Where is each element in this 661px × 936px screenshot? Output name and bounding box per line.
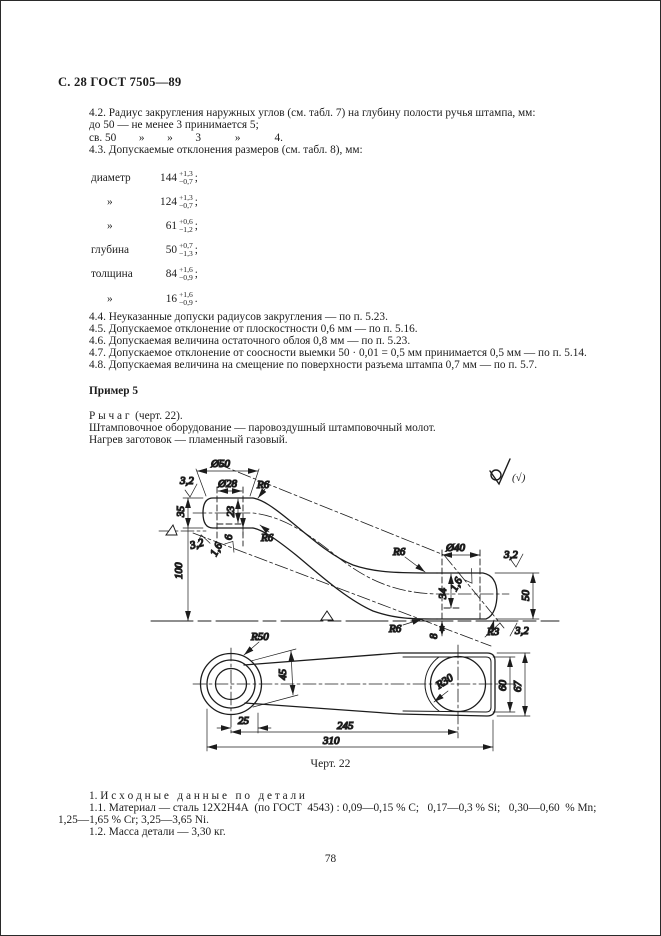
tolerance-tail: .: [194, 292, 198, 305]
roughness-label-32: 3,2: [180, 475, 194, 487]
tolerance-tail: ;: [194, 267, 198, 280]
dim-label-60: 60: [497, 680, 509, 691]
general-roughness-symbol: [490, 459, 526, 484]
para-1-2: 1.2. Масса детали — 3,30 кг.: [89, 826, 226, 838]
dim-label-100: 100: [173, 562, 185, 579]
tolerance-limits: [179, 242, 193, 257]
hidden-hole-lines: [217, 487, 480, 622]
roughness-label-32: 3,2: [504, 549, 518, 561]
lower-limit: −1,3: [179, 248, 193, 258]
radius-label-r6: R6: [393, 546, 406, 558]
dim-label-67: 67: [512, 681, 524, 692]
upper-limit: +1,3: [179, 169, 193, 178]
parting-line-symbol: [321, 611, 333, 620]
arm-bottom-edge: [253, 528, 437, 619]
roughness-label-16: 1,6: [208, 540, 226, 559]
lower-limit: −0,7: [179, 176, 193, 186]
lower-limit: −0,9: [179, 297, 193, 307]
tolerance-row: [91, 194, 198, 212]
dim-label-245: 245: [337, 720, 354, 732]
upper-limit: +0,6: [179, 217, 193, 226]
tolerance-row: [91, 266, 198, 284]
para-4-2-line2: до 50 — не менее 3 принимается 5;: [89, 119, 259, 131]
dim-label-25: 25: [238, 715, 249, 727]
dim-label-45: 45: [277, 669, 289, 680]
example-line1: Р ы ч а г (черт. 22).: [89, 410, 183, 422]
plan-view: [193, 631, 530, 751]
figure-caption: Черт. 22: [310, 757, 351, 770]
tolerance-limits: [179, 194, 193, 209]
plan-dimensions: [207, 642, 530, 751]
para-4-4: 4.4. Неуказанные допуски радиусов закругления — по п. 5.23.: [89, 311, 388, 323]
radius-label-r30: R30: [434, 671, 456, 692]
plan-arm-bottom-edge: [245, 703, 399, 714]
para-1-1-line2: 1,25—1,65 % Cr; 3,25—3,65 Ni.: [58, 814, 209, 826]
tolerance-label: диаметр: [91, 171, 131, 184]
para-4-3: 4.3. Допускаемые отклонения размеров (см. табл. 8), мм:: [89, 144, 363, 156]
plan-arm-top-edge: [244, 653, 399, 665]
tolerance-label: »: [107, 195, 113, 208]
tolerance-tail: ;: [194, 195, 198, 208]
tolerance-row: [91, 170, 198, 188]
radius-label-r3: R3: [487, 626, 500, 638]
para-4-7: 4.7. Допускаемое отклонение от соосности выемки 50 · 0,01 = 0,5 мм принимается 0,5 мм — по п. 5.14.: [89, 347, 587, 359]
lower-limit: −1,2: [179, 224, 193, 234]
dim-label-23: 23: [225, 506, 237, 517]
tolerance-label: толщина: [91, 267, 133, 280]
tolerance-limits: [179, 266, 193, 281]
dim-label-34: 34: [437, 588, 449, 599]
radius-label-r6: R6: [257, 479, 270, 491]
example-line3: Нагрев заготовок — пламенный газовый.: [89, 434, 288, 446]
tolerance-limits: [179, 218, 193, 233]
para-4-5: 4.5. Допускаемое отклонение от плоскостности 0,6 мм — по п. 5.16.: [89, 323, 418, 335]
tolerance-row: [91, 291, 198, 309]
parting-line-symbol-left: [166, 525, 177, 535]
para-4-8: 4.8. Допускаемая величина на смещение по поверхности разъема штампа 0,7 мм — по п. 5.7.: [89, 359, 538, 371]
tolerance-value: 144: [160, 171, 177, 184]
tolerance-value: 61: [165, 219, 177, 232]
para-4-2-line1: 4.2. Радиус закругления наружных углов (см. табл. 7) на глубину полости ручья штампа, мм:: [89, 107, 536, 119]
upper-limit: +1,6: [179, 265, 193, 274]
tolerance-label: »: [107, 292, 113, 305]
radius-label-r6: R6: [389, 623, 402, 635]
tolerance-tail: ;: [194, 243, 198, 256]
roughness-label-32: 3,2: [188, 536, 206, 552]
dim-label-d50: Ø50: [211, 458, 230, 470]
lower-limit: −0,9: [179, 272, 193, 282]
upper-limit: +1,6: [179, 290, 193, 299]
tolerance-value: 16: [165, 292, 177, 305]
example-title: Пример 5: [89, 385, 139, 397]
para-4-6: 4.6. Допускаемая величина остаточного облоя 0,8 мм — по п. 5.23.: [89, 335, 411, 347]
tolerance-tail: ;: [194, 171, 198, 184]
dim-label-d40: Ø40: [446, 542, 465, 554]
dim-label-310: 310: [323, 735, 340, 747]
upper-limit: +1,3: [179, 193, 193, 202]
roughness-label-32: 3,2: [515, 625, 529, 637]
tolerance-row: [91, 218, 198, 236]
dim-label-6: 6: [223, 534, 235, 540]
arm-top-edge: [253, 498, 437, 573]
tolerance-label: глубина: [91, 243, 130, 256]
radius-label-r6: R6: [261, 532, 274, 544]
example-line2: Штамповочное оборудование — паровоздушный штамповочный молот.: [89, 422, 436, 434]
section1-title: 1. И с х о д н ы е д а н н ы е п о д е т а л и: [89, 790, 305, 802]
page-number: 78: [324, 853, 337, 865]
upper-limit: +0,7: [179, 241, 193, 250]
general-roughness-note: (√): [512, 472, 526, 484]
tolerance-limits: [179, 291, 193, 306]
tolerance-value: 50: [165, 243, 177, 256]
radius-label-r50: R50: [251, 631, 269, 643]
lever-technical-drawing: [1, 451, 661, 781]
dim-label-d28: Ø28: [218, 478, 237, 490]
tolerance-row: [91, 242, 198, 260]
dim-label-50: 50: [520, 590, 532, 601]
tolerance-value: 124: [160, 195, 177, 208]
roughness-label-16: 1,6: [448, 575, 466, 594]
dim-label-35: 35: [175, 506, 187, 517]
dim-label-8: 8: [428, 633, 440, 639]
tolerance-label: »: [107, 219, 113, 232]
tolerance-limits: [179, 170, 193, 185]
para-1-1-line1: 1.1. Материал — сталь 12Х2Н4А (по ГОСТ 4543) : 0,09—0,15 % С; 0,17—0,3 % Si; 0,30—0,60 % Mn;: [89, 802, 597, 814]
lower-limit: −0,7: [179, 200, 193, 210]
para-4-2-line3: св. 50 » » 3 » 4.: [89, 131, 283, 144]
page-header: С. 28 ГОСТ 7505—89: [58, 75, 182, 89]
side-view: [151, 458, 559, 646]
tolerance-tail: ;: [194, 219, 198, 232]
side-view-dimensions: [183, 469, 539, 637]
tolerance-value: 84: [165, 267, 177, 280]
